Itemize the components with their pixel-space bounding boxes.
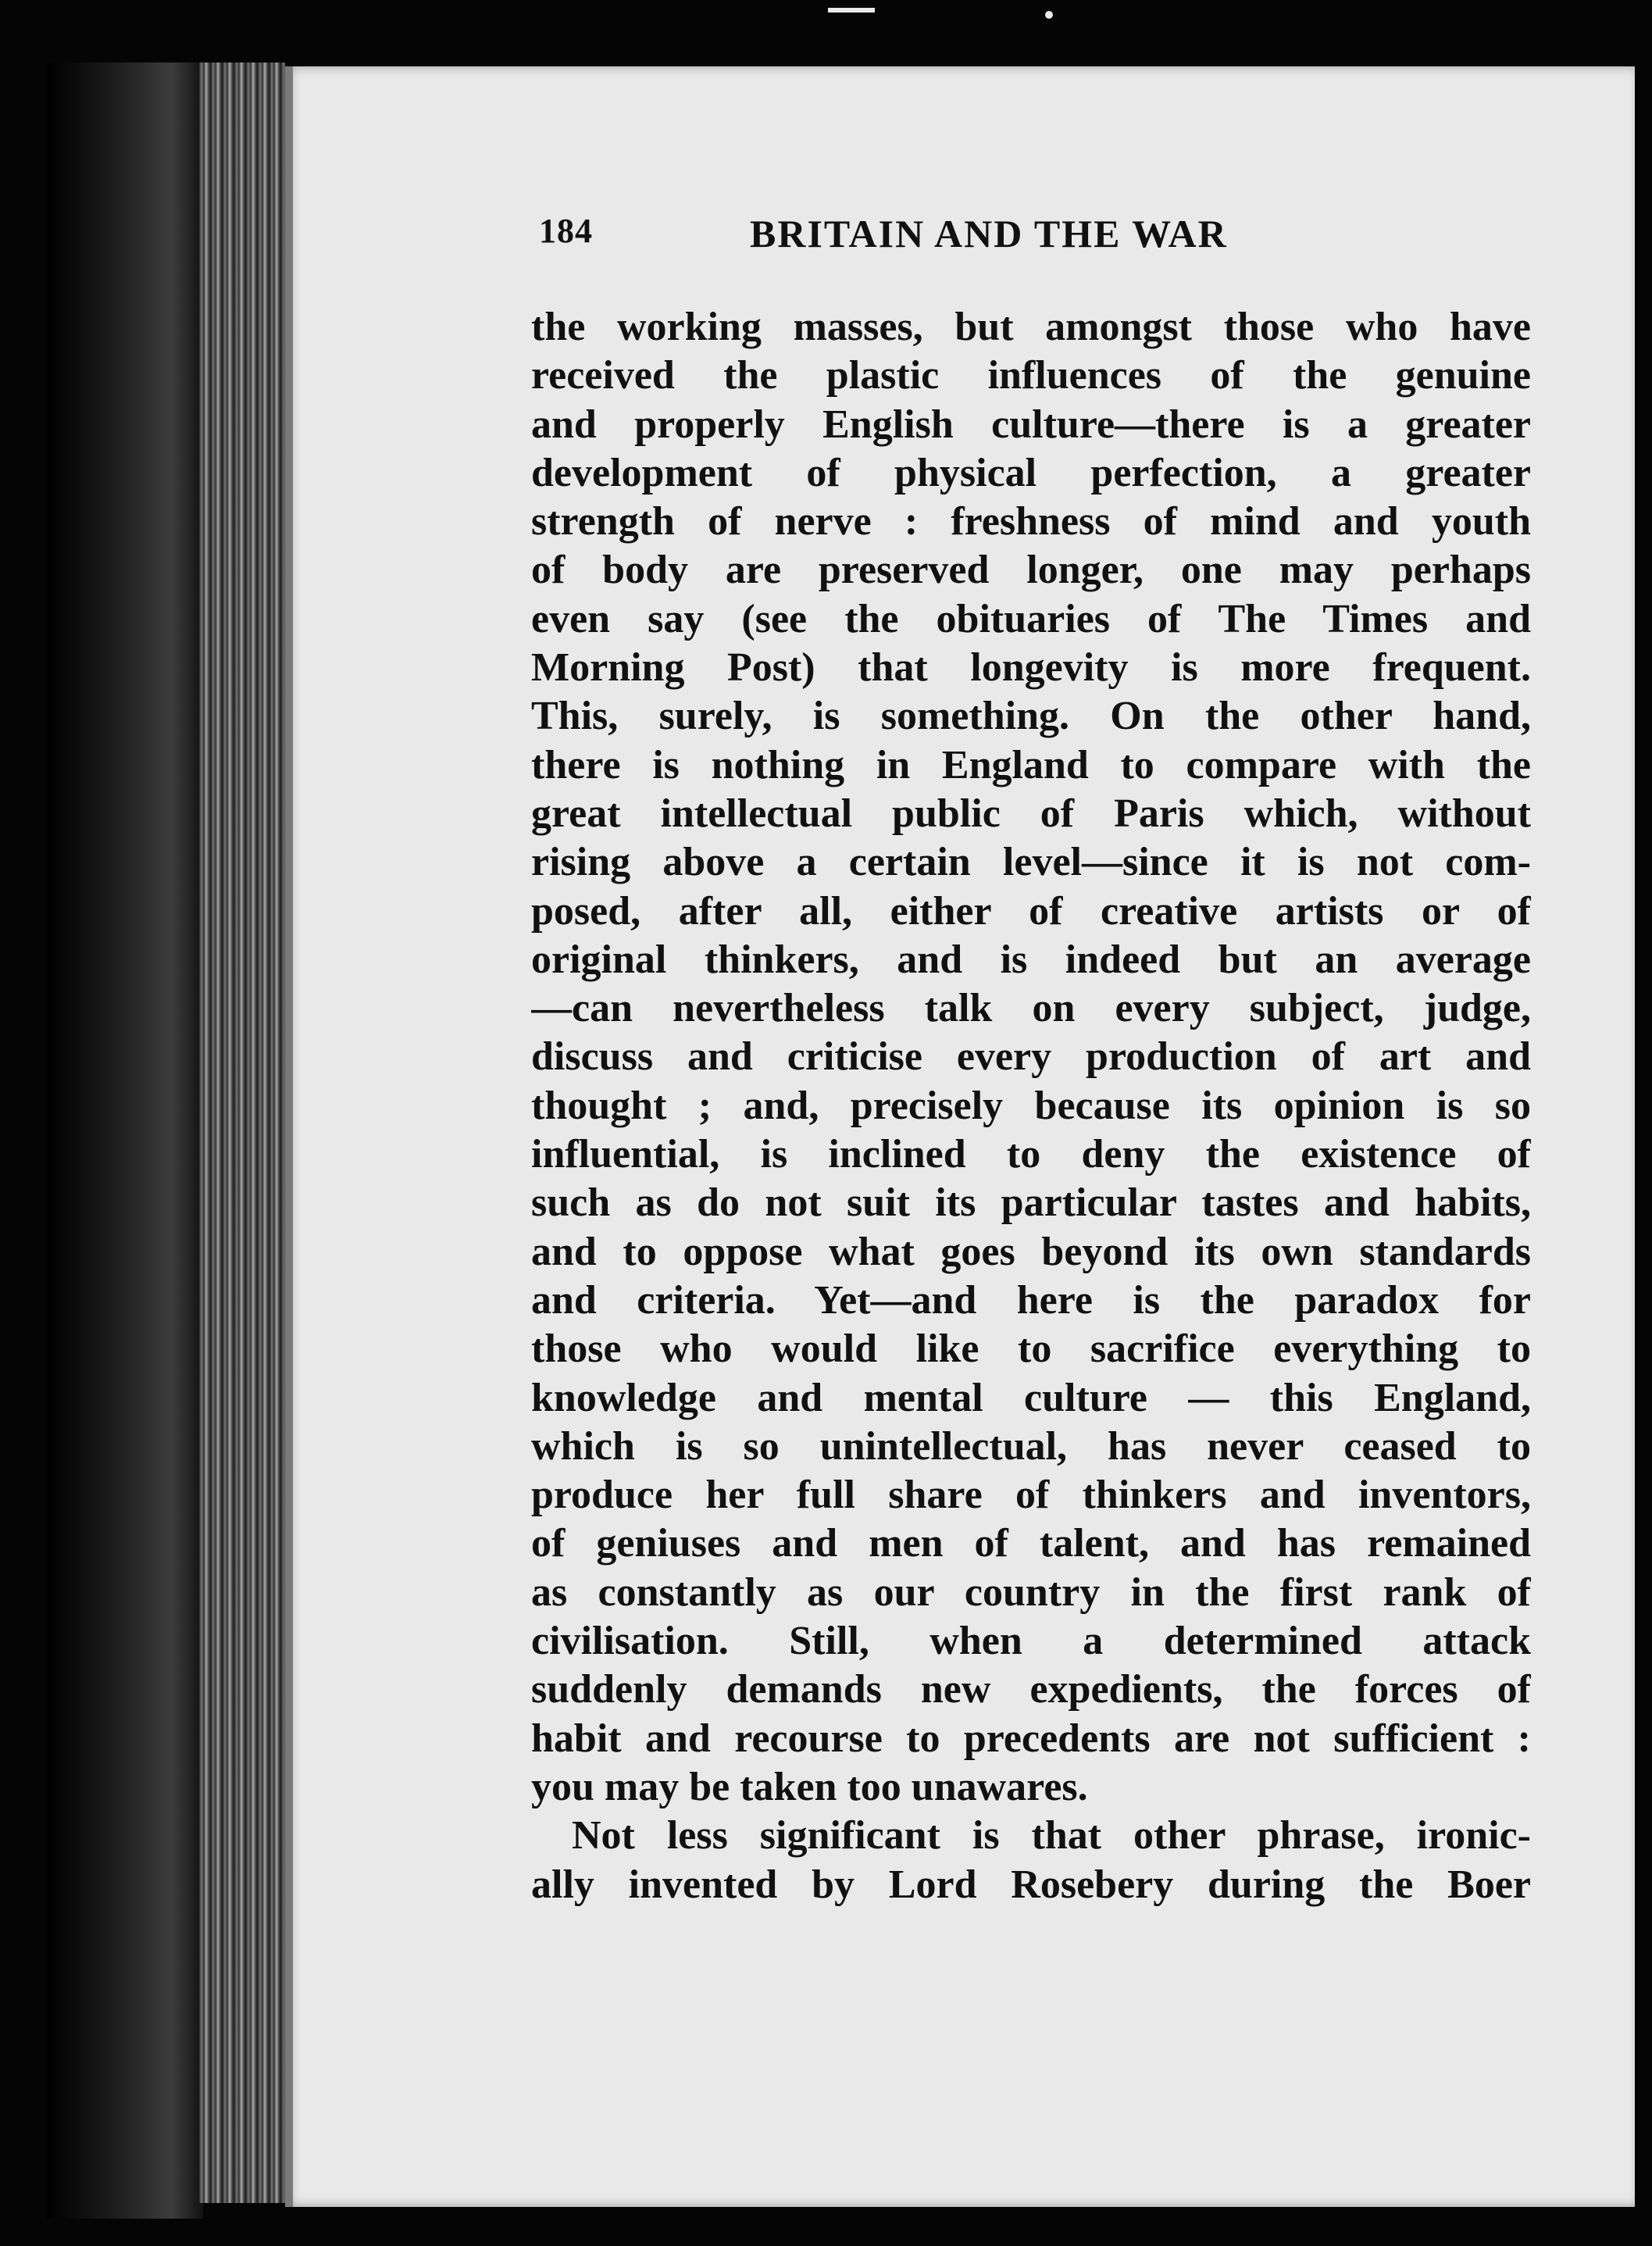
text-line: great intellectual public of Paris which, without — [531, 791, 1531, 836]
text-line: of body are preserved longer, one may perhaps — [531, 548, 1531, 593]
text-line: suddenly demands new expedients, the forces of — [531, 1667, 1531, 1712]
text-line: habit and recourse to precedents are not sufficient : — [531, 1716, 1531, 1761]
text-line: and to oppose what goes beyond its own standards — [531, 1229, 1531, 1274]
text-line: which is so unintellectual, has never ceased to — [531, 1423, 1531, 1469]
text-line: and criteria. Yet—and here is the paradox for — [531, 1277, 1531, 1323]
text-line: even say (see the obituaries of The Times and — [531, 596, 1531, 641]
text-line: thought ; and, precisely because its opinion is so — [531, 1083, 1531, 1128]
text-line: those who would like to sacrifice everything to — [531, 1327, 1531, 1372]
text-line: strength of nerve : freshness of mind and youth — [531, 499, 1531, 545]
text-line: ally invented by Lord Rosebery during the Boer — [531, 1862, 1531, 1907]
text-line: This, surely, is something. On the other hand, — [531, 694, 1531, 739]
page-number: 184 — [539, 212, 593, 250]
scan-speck — [1045, 11, 1053, 19]
text-line: produce her full share of thinkers and inventors, — [531, 1473, 1531, 1518]
stacked-page-edges — [199, 62, 285, 2203]
text-line: —can nevertheless talk on every subject, judge, — [531, 986, 1531, 1031]
text-line: as constantly as our country in the first rank of — [531, 1569, 1531, 1615]
book-spine-shadow — [47, 62, 203, 2219]
text-line-paragraph-end: you may be taken too unawares. — [531, 1764, 1088, 1809]
page-gutter — [285, 66, 293, 2207]
text-line: of geniuses and men of talent, and has remained — [531, 1521, 1531, 1566]
text-line: knowledge and mental culture — this England, — [531, 1375, 1531, 1420]
text-line: posed, after all, either of creative artists or of — [531, 888, 1531, 934]
text-line: civilisation. Still, when a determined attack — [531, 1619, 1531, 1664]
text-line: original thinkers, and is indeed but an average — [531, 937, 1531, 982]
text-line-paragraph-start: Not less significant is that other phrase, ironic- — [572, 1813, 1531, 1859]
text-line: received the plastic influences of the genuine — [531, 353, 1531, 398]
text-line: discuss and criticise every production of art and — [531, 1034, 1531, 1080]
scan-speck — [828, 8, 875, 12]
text-line: development of physical perfection, a greater — [531, 450, 1531, 495]
text-line: rising above a certain level—since it is not com- — [531, 840, 1531, 885]
text-line: influential, is inclined to deny the existence of — [531, 1132, 1531, 1177]
text-line: such as do not suit its particular tastes and habits, — [531, 1180, 1531, 1226]
running-title: BRITAIN AND THE WAR — [750, 212, 1228, 255]
text-line: there is nothing in England to compare with the — [531, 742, 1531, 787]
text-line: and properly English culture—there is a greater — [531, 402, 1531, 447]
running-head — [539, 211, 1367, 266]
text-line: Morning Post) that longevity is more frequent. — [531, 645, 1531, 691]
body-text — [531, 303, 1531, 1909]
text-line: the working masses, but amongst those who have — [531, 305, 1531, 349]
